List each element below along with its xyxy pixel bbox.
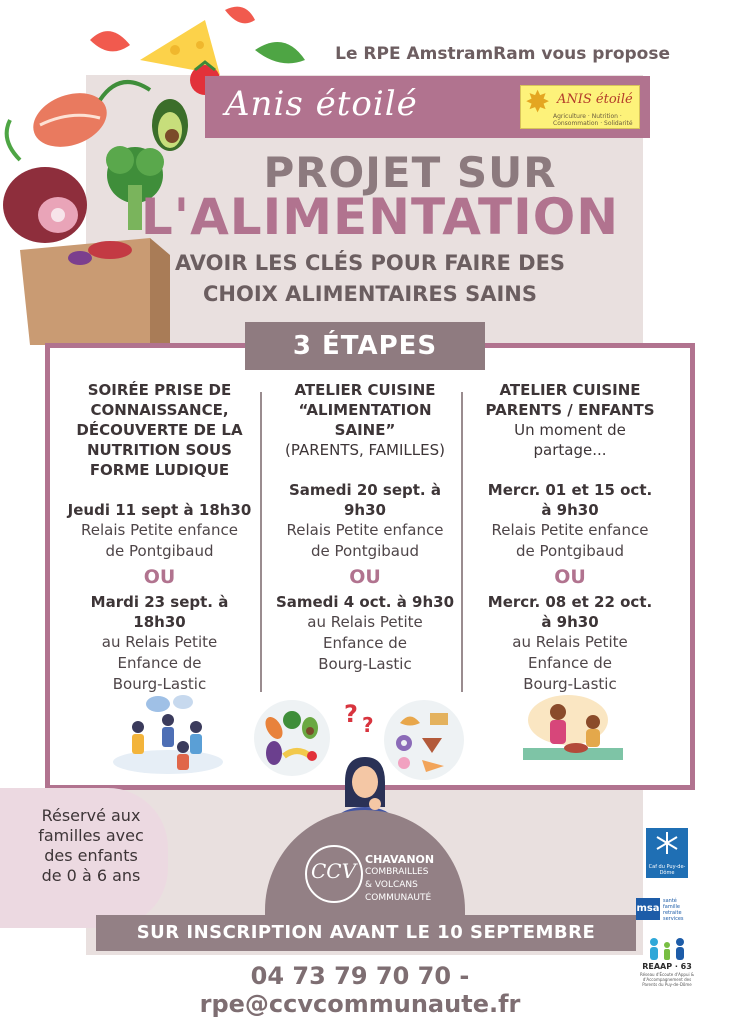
or-separator: OU bbox=[143, 566, 176, 588]
ccv-name bbox=[365, 853, 434, 905]
ccv-name-line: & VOLCANS bbox=[365, 880, 418, 890]
cooking-family-illustration bbox=[518, 690, 628, 772]
place-line: de Pontgibaud bbox=[310, 542, 420, 560]
logo-tagline: Agriculture · Nutrition · Consommation · Solidarité bbox=[553, 113, 633, 127]
contact-info: 04 73 79 70 70 - rpe@ccvcommunaute.fr bbox=[199, 962, 521, 1018]
date-line: Mardi 23 sept. à bbox=[90, 593, 229, 611]
svg-text:?: ? bbox=[344, 700, 358, 728]
step-title-line: ATELIER CUISINE bbox=[499, 381, 641, 399]
msa-text-line: services bbox=[663, 916, 684, 922]
msa-text-line: retraite bbox=[663, 910, 682, 916]
step-date bbox=[470, 592, 670, 632]
place-line: au Relais Petite bbox=[101, 633, 218, 651]
anis-star-icon: ✸ bbox=[525, 85, 551, 120]
place-line: Relais Petite enfance bbox=[286, 521, 444, 539]
step-place bbox=[265, 612, 465, 675]
place-line: Enfance de bbox=[323, 634, 407, 652]
step-date: Samedi 4 oct. à 9h30 bbox=[275, 593, 455, 611]
date-line: 18h30 bbox=[133, 613, 186, 631]
step-title-line: SOIRÉE PRISE DE bbox=[87, 381, 232, 399]
step-title-line: NUTRITION SOUS bbox=[87, 441, 232, 459]
msa-text-line: santé bbox=[663, 898, 677, 904]
step-place bbox=[265, 520, 465, 562]
reaap-text: Réseau d'Écoute d'Appui & d'Accompagnement des Parents du Puy-de-Dôme bbox=[639, 972, 694, 987]
place-line: Relais Petite enfance bbox=[81, 521, 238, 539]
caf-text: Caf du Puy-de-Dôme bbox=[648, 864, 686, 876]
msa-logo bbox=[636, 898, 696, 920]
reserve-line: Réservé aux bbox=[41, 806, 141, 825]
place-line: au Relais Petite bbox=[307, 613, 423, 631]
svg-text:?: ? bbox=[362, 713, 374, 736]
people-meeting-illustration bbox=[108, 692, 228, 776]
date-line: Mercr. 01 et 15 oct. bbox=[487, 481, 653, 499]
step-date bbox=[470, 480, 670, 520]
reserve-text bbox=[26, 806, 156, 886]
place-line: Enfance de bbox=[528, 654, 612, 672]
step-title-line: FORME LUDIQUE bbox=[89, 461, 230, 479]
place-line: Bourg-Lastic bbox=[523, 675, 617, 693]
step-title bbox=[470, 380, 670, 420]
reaap-logo bbox=[636, 936, 698, 987]
step-title-line: PARENTS / ENFANTS bbox=[485, 401, 655, 419]
step-subtitle bbox=[470, 420, 670, 460]
place-line: Bourg-Lastic bbox=[318, 655, 412, 673]
step-title-line: “ALIMENTATION bbox=[298, 401, 432, 419]
subtitle bbox=[150, 248, 590, 310]
title-line-1: PROJET SUR bbox=[263, 148, 557, 197]
or-separator: OU bbox=[554, 566, 586, 588]
step-title-line: DÉCOUVERTE DE LA bbox=[76, 421, 243, 439]
ccv-name-line: COMBRAILLES bbox=[365, 867, 429, 877]
date-line: à 9h30 bbox=[541, 501, 599, 519]
reserve-line: familles avec bbox=[38, 826, 144, 845]
snowflake-icon bbox=[646, 828, 688, 858]
step-title-line: (PARENTS, FAMILLES) bbox=[285, 441, 445, 459]
date-line: Mercr. 08 et 22 oct. bbox=[487, 593, 653, 611]
place-line: au Relais Petite bbox=[512, 633, 628, 651]
step-title-line: ATELIER CUISINE bbox=[294, 381, 436, 399]
step-column-1 bbox=[62, 380, 257, 695]
intro-text: Le RPE AmstramRam vous propose bbox=[335, 44, 670, 64]
date-line: à 9h30 bbox=[541, 613, 599, 631]
column-divider bbox=[260, 392, 262, 692]
step-date: Jeudi 11 sept à 18h30 bbox=[67, 501, 252, 519]
date-line: Samedi 20 sept. à bbox=[289, 481, 441, 499]
reaap-name: REAAP · 63 bbox=[642, 962, 692, 971]
step-title-line: SAINE” bbox=[334, 421, 396, 439]
step-subtitle-line: partage... bbox=[533, 441, 607, 459]
step-place bbox=[62, 520, 257, 562]
date-line: 9h30 bbox=[344, 501, 386, 519]
step-subtitle-line: Un moment de bbox=[514, 421, 626, 439]
step-place bbox=[62, 632, 257, 695]
ccv-logo-text: CCV bbox=[311, 859, 357, 883]
subtitle-line: AVOIR LES CLÉS POUR FAIRE DES bbox=[174, 251, 566, 275]
logo-name: ANIS étoilé bbox=[557, 92, 633, 107]
step-date bbox=[62, 592, 257, 632]
step-title bbox=[265, 380, 465, 460]
msa-text bbox=[663, 898, 684, 922]
ccv-name-line: CHAVANON bbox=[365, 853, 435, 866]
place-line: Bourg-Lastic bbox=[112, 675, 207, 693]
step-title-line: CONNAISSANCE, bbox=[90, 401, 229, 419]
place-line: Enfance de bbox=[117, 654, 202, 672]
title-line-2: L'ALIMENTATION bbox=[140, 188, 620, 246]
anis-etoile-logo bbox=[520, 85, 640, 129]
family-figures-icon bbox=[636, 936, 698, 962]
question-marks-illustration bbox=[342, 700, 382, 736]
brand-banner bbox=[205, 76, 650, 138]
ccv-name-line: COMMUNAUTÉ bbox=[365, 893, 432, 903]
step-place bbox=[470, 632, 670, 695]
brand-script-title: Anis étoilé bbox=[225, 84, 418, 124]
subtitle-line: CHOIX ALIMENTAIRES SAINS bbox=[202, 282, 538, 306]
registration-banner: SUR INSCRIPTION AVANT LE 10 SEPTEMBRE bbox=[96, 915, 636, 951]
caf-logo bbox=[646, 828, 688, 878]
msa-mark: msa bbox=[636, 898, 660, 920]
place-line: de Pontgibaud bbox=[105, 542, 214, 560]
reserve-line: des enfants bbox=[44, 846, 138, 865]
reserve-line: de 0 à 6 ans bbox=[41, 866, 141, 885]
steps-label: 3 ÉTAPES bbox=[245, 322, 485, 370]
msa-text-line: famille bbox=[663, 904, 680, 910]
step-place bbox=[470, 520, 670, 562]
step-date bbox=[265, 480, 465, 520]
place-line: Relais Petite enfance bbox=[491, 521, 649, 539]
or-separator: OU bbox=[349, 566, 381, 588]
step-title bbox=[62, 380, 257, 480]
step-column-2 bbox=[265, 380, 465, 675]
place-line: de Pontgibaud bbox=[515, 542, 625, 560]
step-column-3 bbox=[470, 380, 670, 695]
